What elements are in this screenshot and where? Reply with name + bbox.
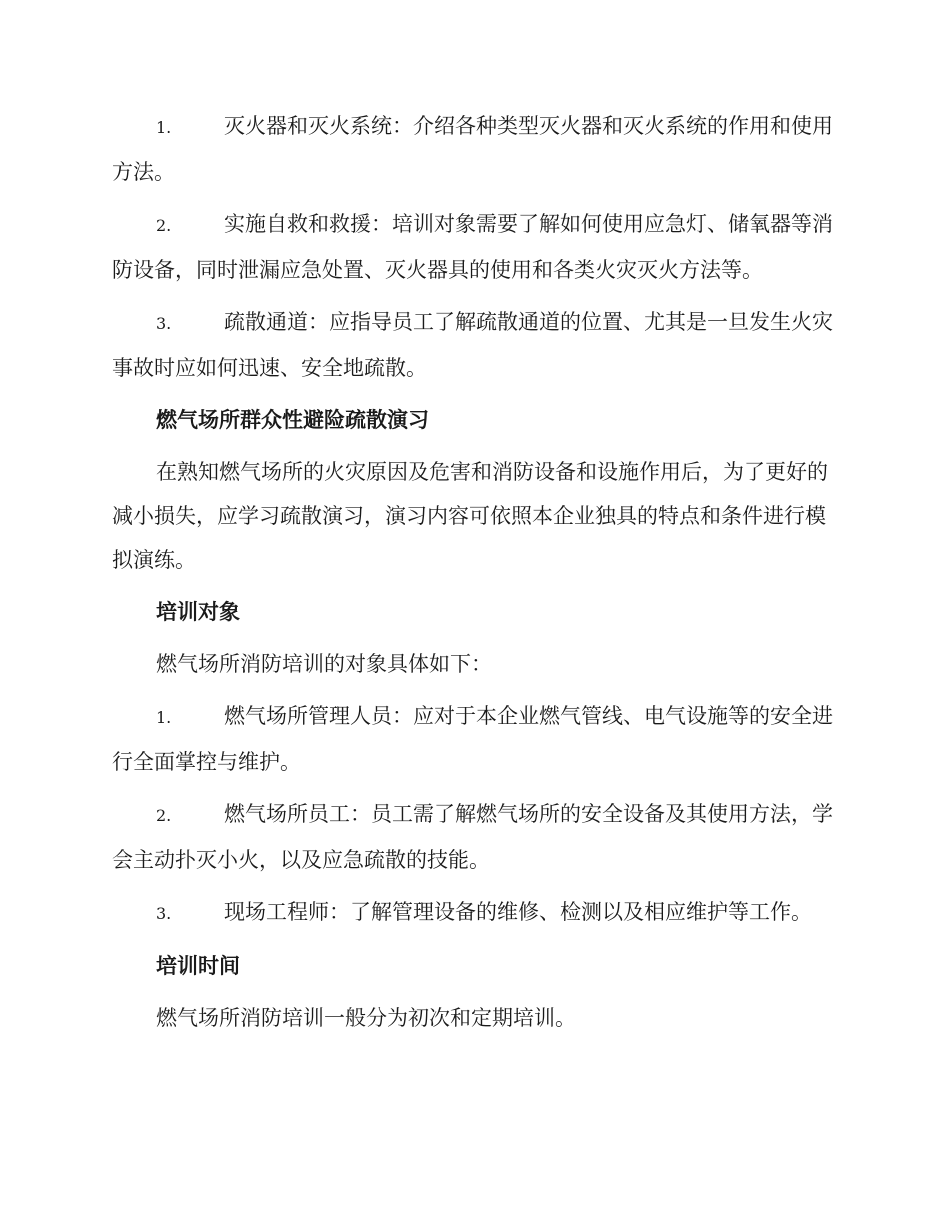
- list-text: 燃气场所员工：员工需了解燃气场所的安全设备及其使用方法，学会主动扑灭小火，以及应急疏散的技能。: [112, 802, 833, 872]
- list-number: 3.: [156, 314, 172, 333]
- paragraph: 在熟知燃气场所的火灾原因及危害和消防设备和设施作用后，为了更好的减小损失，应学习疏散演习，演习内容可依照本企业独具的特点和条件进行模拟演练。: [112, 460, 828, 572]
- list-item: [112, 104, 834, 194]
- list-text: 燃气场所管理人员：应对于本企业燃气管线、电气设施等的安全进行全面掌控与维护。: [112, 704, 833, 774]
- list-item: [112, 202, 834, 292]
- list-number: 2.: [156, 806, 172, 825]
- list-text: 实施自救和救援：培训对象需要了解如何使用应急灯、储氧器等消防设备，同时泄漏应急处置、灭火器具的使用和各类火灾灭火方法等。: [112, 212, 833, 282]
- list-item: [112, 792, 834, 882]
- list-text: 现场工程师：了解管理设备的维修、检测以及相应维护等工作。: [224, 900, 812, 924]
- section-heading: 培训对象: [156, 600, 240, 624]
- list-item: [112, 890, 834, 936]
- section-heading: 培训时间: [156, 954, 240, 978]
- list-item: [112, 694, 834, 784]
- document-body: [112, 104, 834, 1048]
- list-text: 疏散通道：应指导员工了解疏散通道的位置、尤其是一旦发生火灾事故时应如何迅速、安全地疏散。: [112, 310, 833, 380]
- paragraph: 燃气场所消防培训的对象具体如下：: [156, 652, 492, 676]
- list-item: [112, 300, 834, 390]
- list-number: 1.: [156, 118, 172, 137]
- paragraph: 燃气场所消防培训一般分为初次和定期培训。: [156, 1006, 576, 1030]
- list-number: 1.: [156, 708, 172, 727]
- list-number: 2.: [156, 216, 172, 235]
- list-text: 灭火器和灭火系统：介绍各种类型灭火器和灭火系统的作用和使用方法。: [112, 114, 833, 184]
- list-number: 3.: [156, 904, 172, 923]
- section-heading: 燃气场所群众性避险疏散演习: [156, 408, 429, 432]
